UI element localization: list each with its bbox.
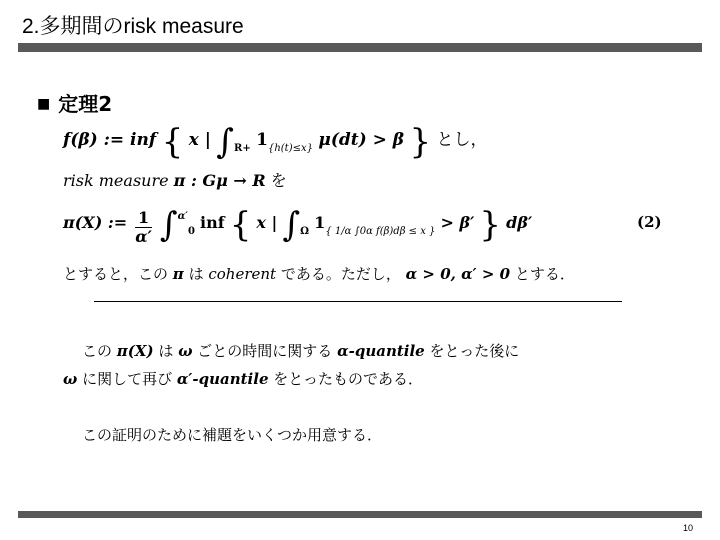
integral-domain: R+ — [234, 143, 251, 154]
indicator: 1 — [256, 130, 268, 150]
note2-text-a: に関して再び — [82, 370, 173, 388]
equation-number: (2) — [637, 213, 662, 231]
brace-close-2: } — [479, 205, 502, 245]
comparison: > β′ — [440, 213, 475, 232]
line2-tail: を — [270, 171, 287, 190]
line4-post: とする． — [514, 265, 575, 283]
separator-line — [94, 301, 622, 302]
brace-open-2: { — [229, 205, 252, 245]
pi-definition-lhs: π(X) := — [63, 213, 128, 232]
fraction-denominator: α′ — [135, 227, 152, 246]
line4-mid: である。ただし， — [280, 265, 401, 283]
page-number: 10 — [682, 523, 693, 533]
inf-operator: inf — [200, 213, 225, 232]
outer-integral: ∫ — [159, 205, 178, 245]
theorem-line-3 — [63, 205, 532, 246]
title-rule — [18, 43, 702, 52]
note1-pi-x: π(X) — [116, 342, 154, 360]
x-bar: x | — [188, 130, 211, 150]
note2-alpha-prime-quantile: α′-quantile — [176, 370, 269, 388]
theorem-line-2 — [63, 168, 287, 191]
x-bar-2: x | — [256, 213, 278, 232]
line4-pre: とすると，この — [63, 265, 169, 283]
note-line-3: この証明のために補題をいくつか用意する． — [82, 426, 383, 444]
d-beta-prime: dβ′ — [506, 213, 533, 232]
integral-sign: ∫ — [216, 122, 235, 162]
outer-upper-limit: α′ — [177, 211, 188, 222]
inner-domain: Ω — [300, 226, 310, 237]
theorem-line-4 — [63, 263, 575, 284]
risk-measure-label: risk measure — [63, 171, 169, 190]
theorem-line-1 — [63, 122, 487, 162]
pi-mapping: π : Gμ → R — [173, 171, 266, 190]
note-line-1 — [82, 340, 519, 361]
coherent-label: coherent — [208, 265, 277, 283]
note2-omega: ω — [63, 370, 78, 388]
bullet-theorem — [37, 88, 112, 117]
note1-omega: ω — [178, 342, 193, 360]
note1-text-b: は — [158, 342, 174, 360]
measure-term: μ(dt) > β — [318, 130, 405, 150]
slide-title: 2.多期間のrisk measure — [22, 15, 244, 38]
fraction — [135, 209, 152, 246]
outer-lower-limit: 0 — [187, 226, 195, 237]
note2-text-b: をとったものである． — [273, 370, 423, 388]
indicator-condition: {h(t)≤x} — [267, 143, 313, 154]
bullet-label: 定理2 — [58, 92, 113, 116]
bullet-icon: ■ — [37, 96, 51, 112]
line4-wa: は — [188, 265, 204, 283]
footer-rule — [18, 511, 702, 518]
line1-tail: とし， — [436, 130, 488, 150]
fraction-numerator: 1 — [135, 209, 152, 228]
note1-alpha-quantile: α-quantile — [337, 342, 425, 360]
pi-symbol: π — [172, 265, 184, 283]
note1-text-c: ごとの時間に関する — [197, 342, 333, 360]
alpha-condition: α > 0, α′ > 0 — [405, 265, 511, 283]
note-line-2 — [63, 368, 423, 389]
note1-text-a: この — [82, 342, 113, 360]
brace-open: { — [161, 122, 184, 162]
note1-text-d: をとった後に — [429, 342, 520, 360]
indicator-condition-2: { 1/α ∫0α f(β)dβ ≤ x } — [325, 226, 436, 237]
indicator-2: 1 — [314, 213, 326, 232]
brace-close: } — [409, 122, 432, 162]
f-definition-lhs: f(β) := inf — [63, 130, 157, 150]
inner-integral: ∫ — [282, 205, 301, 245]
